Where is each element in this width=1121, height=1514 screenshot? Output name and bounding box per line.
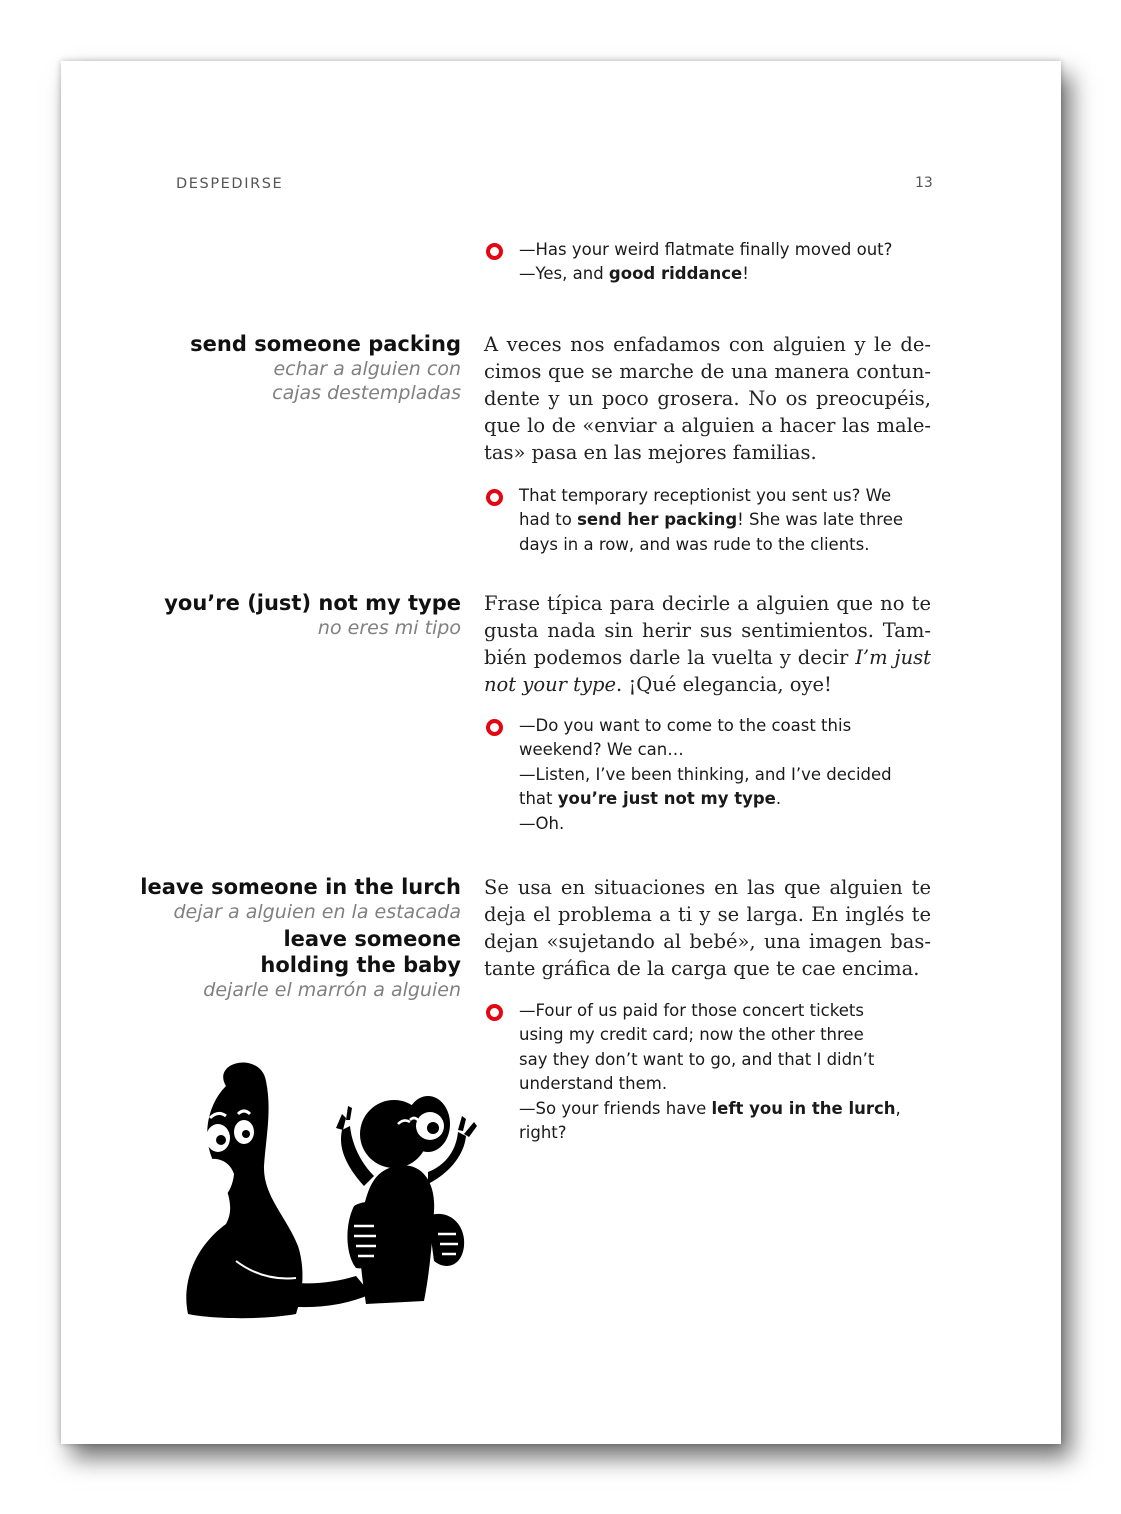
- text-run: dejan «sujetando al bebé», una imagen bas-: [484, 930, 931, 953]
- text-run: cimos que se marche de una manera contun-: [484, 360, 931, 383]
- text-line: [484, 955, 931, 982]
- text-line: [484, 617, 931, 644]
- text-line: [484, 590, 931, 617]
- text-line: [519, 533, 934, 557]
- text-run: . ¡Qué elegancia, oye!: [616, 673, 832, 696]
- text-run: ,: [895, 1098, 901, 1118]
- text-run: Frase típica para decirle a alguien que no te: [484, 592, 931, 615]
- italic-phrase: not your type: [484, 673, 617, 696]
- text-line: [519, 238, 934, 262]
- text-line: [519, 787, 934, 811]
- text-line: [484, 928, 931, 955]
- entry-3-example: [484, 999, 934, 1145]
- bold-phrase: you’re just not my type: [557, 789, 776, 809]
- text-line: [519, 812, 934, 836]
- page-number: 13: [915, 175, 933, 191]
- text-run: right?: [519, 1123, 567, 1143]
- text-run: had to: [519, 510, 578, 530]
- text-line: [484, 331, 931, 358]
- bold-phrase: good riddance: [608, 264, 743, 284]
- text-run: —So your friends have: [519, 1098, 712, 1118]
- text-run: tas» pasa en las mejores familias.: [484, 441, 817, 464]
- entry-1-example: [484, 484, 934, 557]
- entry-1-term: [190, 331, 461, 405]
- term-headword-line: leave someone: [283, 927, 461, 951]
- text-line: [519, 1072, 934, 1096]
- bullet-icon: [486, 719, 503, 736]
- bullet-icon: [486, 243, 503, 260]
- entry-1-body: [484, 331, 931, 466]
- text-line: [484, 439, 931, 466]
- text-run: tante gráfica de la carga que te cae encima.: [484, 957, 920, 980]
- text-line: [484, 412, 931, 439]
- term-headword: [140, 926, 461, 978]
- text-line: [519, 763, 934, 787]
- term-translation: no eres mi tipo: [317, 617, 461, 639]
- text-run: —Do you want to come to the coast this: [519, 716, 852, 735]
- text-line: [484, 358, 931, 385]
- text-run: que lo de «enviar a alguien a hacer las male-: [484, 414, 931, 437]
- text-run: —Has your weird flatmate finally moved out?: [519, 240, 893, 259]
- bold-phrase: send her packing: [577, 510, 738, 530]
- entry-3-body: [484, 874, 931, 982]
- term-headword: leave someone in the lurch: [140, 875, 461, 899]
- entry-2-term: [164, 590, 461, 640]
- text-line: [519, 1023, 934, 1047]
- text-run: that: [519, 789, 558, 809]
- text-line: [484, 644, 931, 671]
- term-headword-line: holding the baby: [260, 953, 461, 977]
- text-run: .: [775, 789, 782, 809]
- text-line: [519, 1048, 934, 1072]
- term-headword: send someone packing: [190, 332, 461, 356]
- text-line: [484, 901, 931, 928]
- text-line: [519, 714, 934, 738]
- text-line: [484, 671, 931, 698]
- text-run: Se usa en situaciones en las que alguien te: [484, 876, 931, 899]
- entry-3-term: [140, 874, 461, 1002]
- text-run: bién podemos darle la vuelta y decir: [484, 646, 856, 669]
- text-run: —Yes, and: [519, 264, 609, 284]
- text-run: say they don’t want to go, and that I didn’t: [519, 1049, 875, 1069]
- italic-phrase: I’m just: [855, 646, 931, 669]
- text-line: [519, 738, 934, 762]
- example-top: [484, 238, 934, 287]
- running-header: DESPEDIRSE: [176, 176, 284, 192]
- entry-2-example: [484, 714, 934, 836]
- text-run: deja el problema a ti y se larga. En inglés te: [484, 903, 931, 926]
- text-line: [519, 1121, 934, 1145]
- text-line: [484, 385, 931, 412]
- text-run: —Four of us paid for those concert tickets: [519, 1001, 864, 1020]
- bold-phrase: left you in the lurch: [711, 1098, 896, 1118]
- term-translation: dejarle el marrón a alguien: [203, 979, 461, 1001]
- text-run: A veces nos enfadamos con alguien y le de-: [484, 333, 931, 356]
- text-line: [519, 999, 934, 1023]
- text-line: [484, 874, 931, 901]
- term-headword: you’re (just) not my type: [164, 591, 461, 615]
- text-run: using my credit card; now the other three: [519, 1025, 864, 1045]
- text-run: ! She was late three: [737, 510, 904, 530]
- text-line: [519, 1097, 934, 1121]
- bullet-icon: [486, 1004, 503, 1021]
- frightened-man-holding-baby-illustration: [166, 1056, 496, 1326]
- text-run: days in a row, and was rude to the clients.: [519, 534, 870, 554]
- text-run: understand them.: [519, 1074, 668, 1094]
- text-run: gusta nada sin herir sus sentimientos. Tam-: [484, 619, 931, 642]
- text-line: [519, 508, 934, 532]
- text-run: That temporary receptionist you sent us? We: [519, 486, 892, 505]
- term-translation: dejar a alguien en la estacada: [173, 901, 461, 923]
- book-page: [61, 61, 1061, 1444]
- text-run: —Listen, I’ve been thinking, and I’ve decided: [519, 764, 892, 784]
- bullet-icon: [486, 489, 503, 506]
- entry-2-body: [484, 590, 931, 698]
- text-run: !: [742, 264, 749, 284]
- term-translation: cajas destempladas: [272, 382, 461, 404]
- term-translation: echar a alguien con: [273, 358, 461, 380]
- text-line: [519, 262, 934, 286]
- text-run: —Oh.: [519, 813, 565, 833]
- text-line: [519, 484, 934, 508]
- text-run: weekend? We can…: [519, 740, 684, 760]
- text-run: dente y un poco grosera. No os preocupéis,: [484, 387, 931, 410]
